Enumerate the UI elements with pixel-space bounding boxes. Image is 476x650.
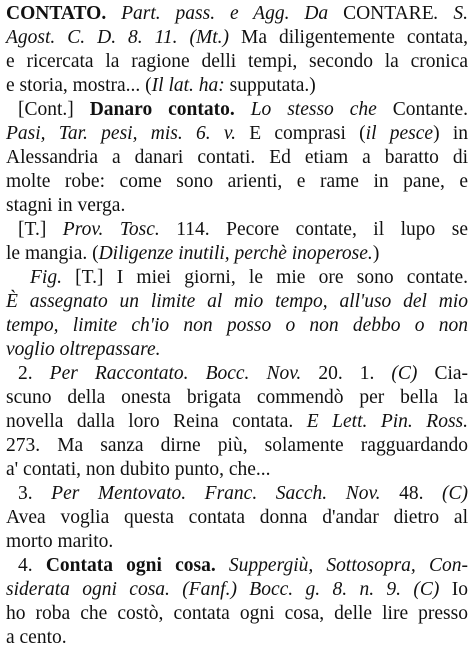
text-line: a' contati, non dubito punto, che... — [6, 459, 271, 480]
text-line: scuno della onesta brigata commendò per bella la — [6, 387, 468, 408]
text-line: le mangia. (Diligenze inutili, perchè inoperose.) — [6, 243, 380, 264]
text-line: 273. Ma sanza dirne più, solamente ragguardando — [6, 435, 468, 456]
text-line: a cento. — [6, 627, 67, 648]
citation-source: Pasi, Tar. pesi, mis. 6. v. — [6, 123, 236, 144]
subentry-line: [T.] Prov. Tosc. 114. Pecore contate, il lupo se — [18, 219, 468, 240]
text-line: È assegnato un limite al mio tempo, all'uso del mio — [6, 291, 468, 312]
text-line: e ricercata la ragione delli tempi, secondo la cronica — [6, 51, 468, 72]
etymon: CONTARE — [343, 3, 434, 24]
citation-source: Agost. C. D. 8. 11. (Mt.) — [6, 27, 230, 48]
sense-line: 3. Per Mentovato. Franc. Sacch. Nov. 48. (C) — [18, 483, 469, 504]
sense-number: 2. — [18, 363, 50, 384]
grammar-note: Part. pass. e Agg. Da — [121, 3, 344, 24]
text-line: Alessandria a danari contati. Ed etiam a baratto di — [6, 147, 468, 168]
sense-line: 4. Contata ogni cosa. Suppergiù, Sottosopra, Con- — [18, 555, 468, 576]
subentry-line: Fig. [T.] I miei giorni, le mie ore sono contate. — [30, 267, 468, 288]
subentry-term: Danaro contato. — [89, 99, 235, 120]
entry-headline: CONTATO. Part. pass. e Agg. Da CONTARE. S. — [6, 3, 468, 24]
text-line: siderata ogni cosa. (Fanf.) Bocc. g. 8. n. 9. (C) Io — [6, 579, 468, 600]
text-line: e storia, mostra... (Il lat. ha: supputata.) — [6, 75, 316, 96]
text-line: ho roba che costò, contata ogni cosa, delle lire presso — [6, 603, 468, 624]
sense-number: 3. — [18, 483, 52, 504]
sense-number: 4. — [18, 555, 46, 576]
text-line: voglio oltrepassare. — [6, 339, 161, 360]
sense-line: 2. Per Raccontato. Bocc. Nov. 20. 1. (C) Cia- — [18, 363, 469, 384]
citation-source: Prov. Tosc. — [62, 219, 160, 240]
text-line: novella dalla loro Reina contata. E Lett. Pin. Ross. — [6, 411, 468, 432]
text-line: Avea voglia questa contata donna d'andar dietro al — [6, 507, 468, 528]
text-line: Pasi, Tar. pesi, mis. 6. v. E comprasi (il pesce) in — [6, 123, 469, 144]
subentry-term: Contata ogni cosa. — [45, 555, 216, 576]
headword: CONTATO. — [6, 3, 107, 24]
text-line: stagni in verga. — [6, 195, 126, 216]
text-line: tempo, limite ch'io non posso o non debbo o non — [6, 315, 468, 336]
text-line: Agost. C. D. 8. 11. (Mt.) Ma diligentemente contata, — [6, 27, 468, 48]
subentry-line: [Cont.] Danaro contato. Lo stesso che Contante. — [18, 99, 469, 120]
text-line: morto marito. — [6, 531, 114, 552]
text-line: molte robe: come sono arienti, e rame in pane, e — [6, 171, 468, 192]
